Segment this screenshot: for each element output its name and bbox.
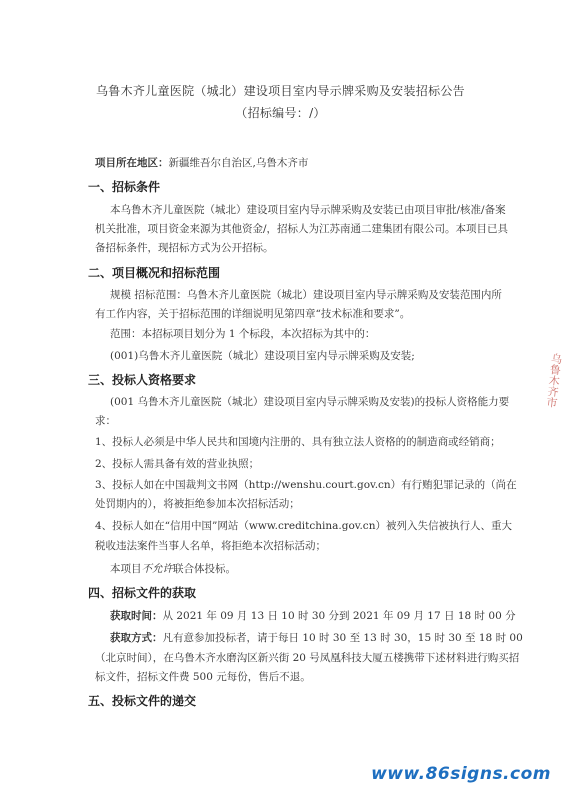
tender-number: （招标编号：/） [235,106,326,120]
s2-line-2: 有工作内容，关于招标范围的详细说明见第四章“技术标准和要求”。 [95,308,411,320]
consortium-prefix: 本项目 [110,563,142,575]
s4-line-4: 标文件，招标文件费 500 元每份，售后不退。 [95,671,311,683]
acquire-time-value: 从 2021 年 09 月 13 日 10 时 30 分到 2021 年 09 月 17 日 18 时 00 分 [162,610,516,622]
seal-stamp: 乌鲁木齐市 [544,352,564,409]
section-heading-5: 五、投标文件的递交 [88,694,197,708]
s3-line-8: 税收违法案件当事人名单，将拒绝本次招标活动； [95,540,326,552]
s1-line-1: 本乌鲁木齐儿童医院（城北）建设项目室内导示牌采购及安装已由项目审批/核准/备案 [110,204,506,216]
s2-line-3: 范围：本招标项目划分为 1 个标段，本次招标为其中的： [110,328,376,340]
consortium-status: 不允许 [141,563,173,575]
s1-line-3: 备招标条件，现招标方式为公开招标。 [95,242,274,254]
location-label: 项目所在地区： [95,157,169,169]
s4-line-2 [110,630,523,647]
section-heading-3: 三、投标人资格要求 [88,373,197,387]
s3-line-3: 1、投标人必须是中华人民共和国境内注册的、具有独立法人资格的的制造商或经销商； [95,436,501,448]
site-watermark: www.86signs.com [371,764,551,784]
s3-line-9 [110,561,236,578]
acquire-method-value: 凡有意参加投标者，请于每日 10 时 30 至 13 时 30，15 时 30 至 18 时 00 [162,632,523,644]
s3-line-1: (001 乌鲁木齐儿童医院（城北）建设项目室内导示牌采购及安装)的投标人资格能力要 [110,396,510,408]
s2-line-1: 规模 招标范围：乌鲁木齐儿童医院（城北）建设项目室内导示牌采购及安装范围内所 [110,289,502,301]
s4-line-1 [110,608,516,625]
s4-line-3: （北京时间），在乌鲁木齐水磨沟区新兴街 20 号凤凰科技大厦五楼携带下述材料进行购买招 [95,652,520,664]
project-location [95,155,308,170]
acquire-time-label: 获取时间： [110,610,163,622]
s3-line-6: 处罚期内的），将被拒绝参加本次招标活动； [95,498,300,510]
consortium-suffix: 联合体投标。 [173,563,236,575]
s3-line-7: 4、投标人如在“信用中国”网站（www.creditchina.gov.cn）被列入失信被执行人、重大 [95,520,512,532]
s1-line-2: 机关批准，项目资金来源为其他资金/，招标人为江苏南通二建集团有限公司。本项目已具 [95,223,509,235]
document-title: 乌鲁木齐儿童医院（城北）建设项目室内导示牌采购及安装招标公告 [95,84,465,98]
s3-line-2: 求： [95,415,116,427]
s3-line-4: 2、投标人需具备有效的营业执照； [95,458,260,470]
s2-line-4: (001)乌鲁木齐儿童医院（城北）建设项目室内导示牌采购及安装; [110,350,415,362]
location-value: 新疆维吾尔自治区,乌鲁木齐市 [168,157,309,169]
s3-line-5: 3、投标人如在中国裁判文书网（http://wenshu.court.gov.cn）有行贿犯罪记录的（尚在 [95,479,517,491]
section-heading-1: 一、招标条件 [88,180,161,194]
section-heading-2: 二、项目概况和招标范围 [88,266,221,280]
acquire-method-label: 获取方式： [110,632,163,644]
section-heading-4: 四、招标文件的获取 [88,586,197,600]
